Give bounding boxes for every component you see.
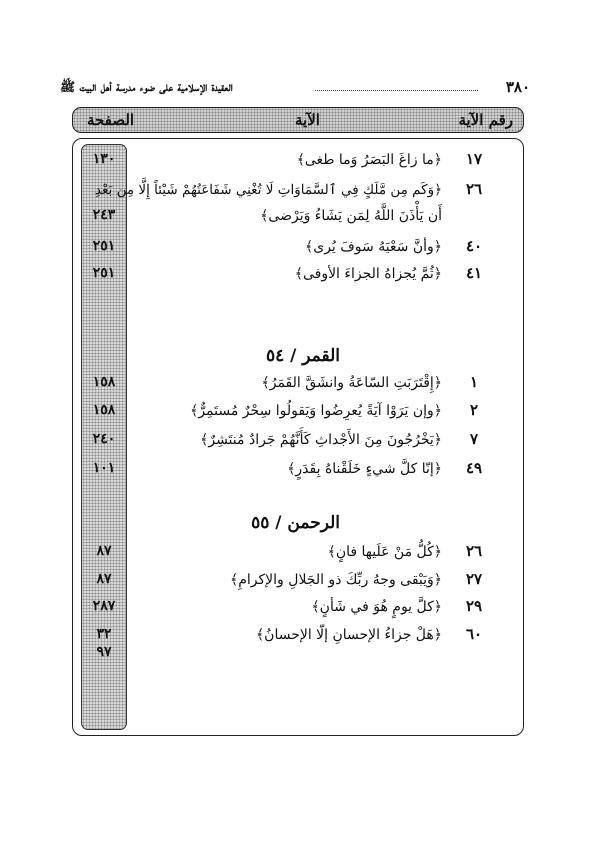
surah-title: الرحمن / ٥٥: [251, 513, 340, 533]
verse-text: ﴿يَخْرُجُونَ مِنَ الأَجْداثِ كَأَنَّهُمْ جَرادٌ مُنتَشِرٌ﴾: [200, 432, 442, 448]
page-ref: ٢٥١: [92, 265, 116, 281]
verse-text: ﴿إنّا كلَّ شيءٍ خَلَقْناهُ بِقَدَرٍ﴾: [287, 461, 442, 477]
verse-number: ١: [469, 373, 479, 391]
page-ref: ٩٧: [96, 644, 112, 660]
verse-number: ٢: [469, 401, 479, 419]
verse-text: ﴿وَيَبْقى وجهُ ربِّكَ ذو الجَلالِ والإكرامِ﴾: [230, 572, 442, 588]
header-verse: الآية: [295, 111, 320, 129]
verse-number: ٢٦: [465, 542, 483, 560]
page-number: ٣٨٠: [505, 78, 530, 96]
page-ref: ١٥٨: [92, 402, 116, 418]
running-head: [60, 78, 530, 96]
page-ref: ١٠١: [92, 460, 116, 476]
page-ref: ١٣٠: [92, 151, 116, 167]
verse-number: ٦٠: [465, 625, 483, 643]
verse-text-continued: أَن يَأْذَنَ اللَّهُ لِمَن يَشَاءُ وَيَرْضى﴾: [260, 208, 442, 224]
page-ref: ٢٥١: [92, 238, 116, 254]
verse-number: ٢٧: [465, 570, 483, 588]
verse-number: ٤١: [465, 264, 483, 282]
verse-text: ﴿وَكَم مِن مَّلَكٍ فِي ٱلسَّمَاوَاتِ لَا تُغْنِي شَفَاعَتُهُمْ شَيْئاً إِلَّا مِن بَعْدِ: [94, 182, 442, 198]
surah-title: القمر / ٥٤: [265, 346, 340, 366]
running-head-title: العقيدة الإسلامية على ضوء مدرسة أهل البيت ﷺ: [60, 79, 233, 94]
page-ref: ٨٧: [96, 543, 112, 559]
verse-text: ﴿وإن يَرَوْا آيَةً يُعرِضُوا وَيَقولُوا سِحْرٌ مُستَمِرٌّ﴾: [190, 403, 442, 419]
table-header: [72, 107, 524, 133]
page-ref: ١٥٨: [92, 374, 116, 390]
verse-text: ﴿كُلُّ مَنْ عَلَيها فانٍ﴾: [327, 544, 442, 560]
page-ref: ٣٢: [96, 626, 112, 642]
header-verse-number: رقم الآية: [458, 111, 513, 129]
verse-text: ﴿كلَّ يومٍ هُوَ في شَأنٍ﴾: [311, 599, 442, 615]
verse-text: ﴿وأنَّ سَعْيَهُ سَوفَ يُرى﴾: [305, 239, 442, 255]
verse-text: ﴿ثُمَّ يُجزاهُ الجزاءَ الأوفى﴾: [294, 266, 442, 282]
verse-text: ﴿ما زاغَ البَصَرُ وَما طغى﴾: [296, 152, 442, 168]
verse-number: ٤٩: [465, 459, 483, 477]
verse-text: ﴿هَلْ جزاءُ الإحسانِ إلّا الإحسانُ﴾: [255, 627, 442, 643]
verse-number: ٢٦: [465, 180, 483, 198]
page-ref: ٢٨٧: [92, 598, 116, 614]
page-ref: ٢٤٠: [92, 431, 116, 447]
verse-number: ١٧: [465, 150, 483, 168]
verse-number: ٤٠: [465, 237, 483, 255]
verse-number: ٢٩: [465, 597, 483, 615]
header-page: الصفحة: [87, 111, 135, 129]
verse-number: ٧: [469, 430, 479, 448]
page-ref: ٢٤٣: [92, 207, 116, 223]
verse-text: ﴿إِقْتَرَبَتِ السّاعَةُ وانشَقَّ القَمَرُ﴾: [261, 375, 442, 391]
running-head-dots: [315, 90, 478, 91]
page-ref: ٨٧: [96, 571, 112, 587]
